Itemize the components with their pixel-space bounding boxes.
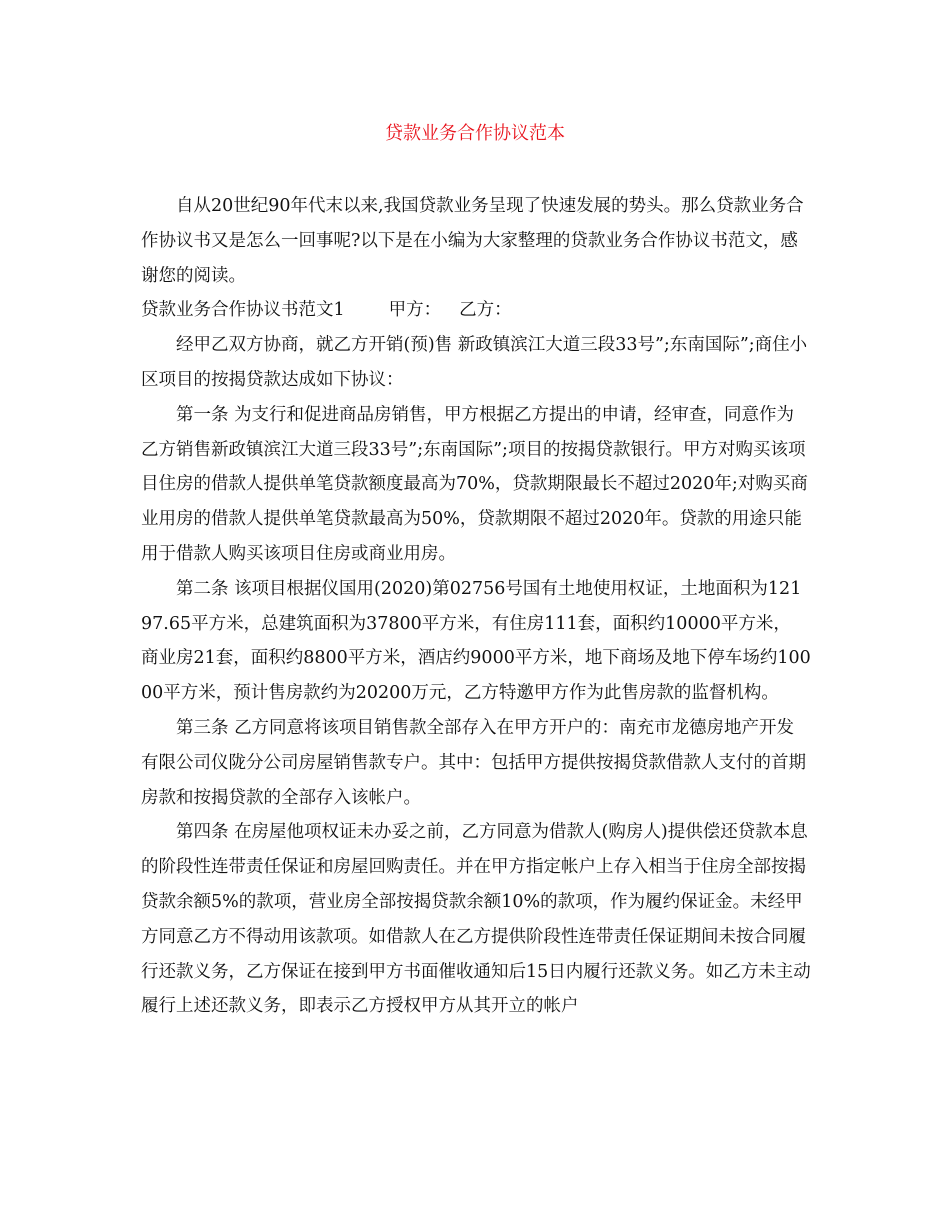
article-3: 第三条 乙方同意将该项目销售款全部存入在甲方开户的：南充市龙德房地产开发有限公司仪陇分公司房屋销售款专户。其中：包括甲方提供按揭贷款借款人支付的首期房款和按揭贷款的全部存入该帐户。 (141, 717, 806, 808)
article-4: 第四条 在房屋他项权证未办妥之前，乙方同意为借款人(购房人)提供偿还贷款本息的阶段性连带责任保证和房屋回购责任。并在甲方指定帐户上存入相当于住房全部按揭贷款余额5%的款项，营业房全部按揭贷款余额10%的款项，作为履约保证金。未经甲方同意乙方不得动用该款项。如借款人在乙方提供阶段性连带责任保证期间未按合同履行还款义务，乙方保证在接到甲方书面催收通知后15日内履行还款义务。如乙方未主动履行上述还款义务，即表示乙方授权甲方从其开立的帐户 (141, 822, 811, 1017)
document-body (141, 189, 811, 1024)
document-title: 贷款业务合作协议范本 (385, 123, 565, 144)
article-1: 第一条 为支行和促进商品房销售，甲方根据乙方提出的申请，经审查，同意作为乙方销售新政镇滨江大道三段33号”;东南国际”;项目的按揭贷款银行。甲方对购买该项目住房的借款人提供单笔贷款额度最高为70%，贷款期限最长不超过2020年;对购买商业用房的借款人提供单笔贷款最高为50%，贷款期限不超过2020年。贷款的用途只能用于借款人购买该项目住房或商业用房。 (141, 404, 808, 564)
intro-paragraph: 自从20世纪90年代末以来,我国贷款业务呈现了快速发展的势头。那么贷款业务合作协议书又是怎么一回事呢?以下是在小编为大家整理的贷款业务合作协议书范文，感谢您的阅读。 (141, 196, 804, 286)
section-heading-name: 贷款业务合作协议书范文1 (141, 300, 345, 321)
agreement-preamble: 经甲乙双方协商，就乙方开销(预)售 新政镇滨江大道三段33号”;东南国际”;商住小区项目的按揭贷款达成如下协议： (141, 335, 808, 390)
article-2: 第二条 该项目根据仪国用(2020)第02756号国有土地使用权证，土地面积为12197.65平方米，总建筑面积为37800平方米，有住房111套，面积约10000平方米， 商业房21套，面积约8800平方米，酒店约9000平方米，地下商场及地下停车场约10000平方米，预计售房款约为20200万元，乙方特邀甲方作为此售房款的监督机构。 (141, 578, 811, 704)
party-b-label: 乙方： (459, 300, 512, 321)
party-a-label: 甲方： (388, 300, 442, 321)
section-heading (141, 293, 811, 328)
